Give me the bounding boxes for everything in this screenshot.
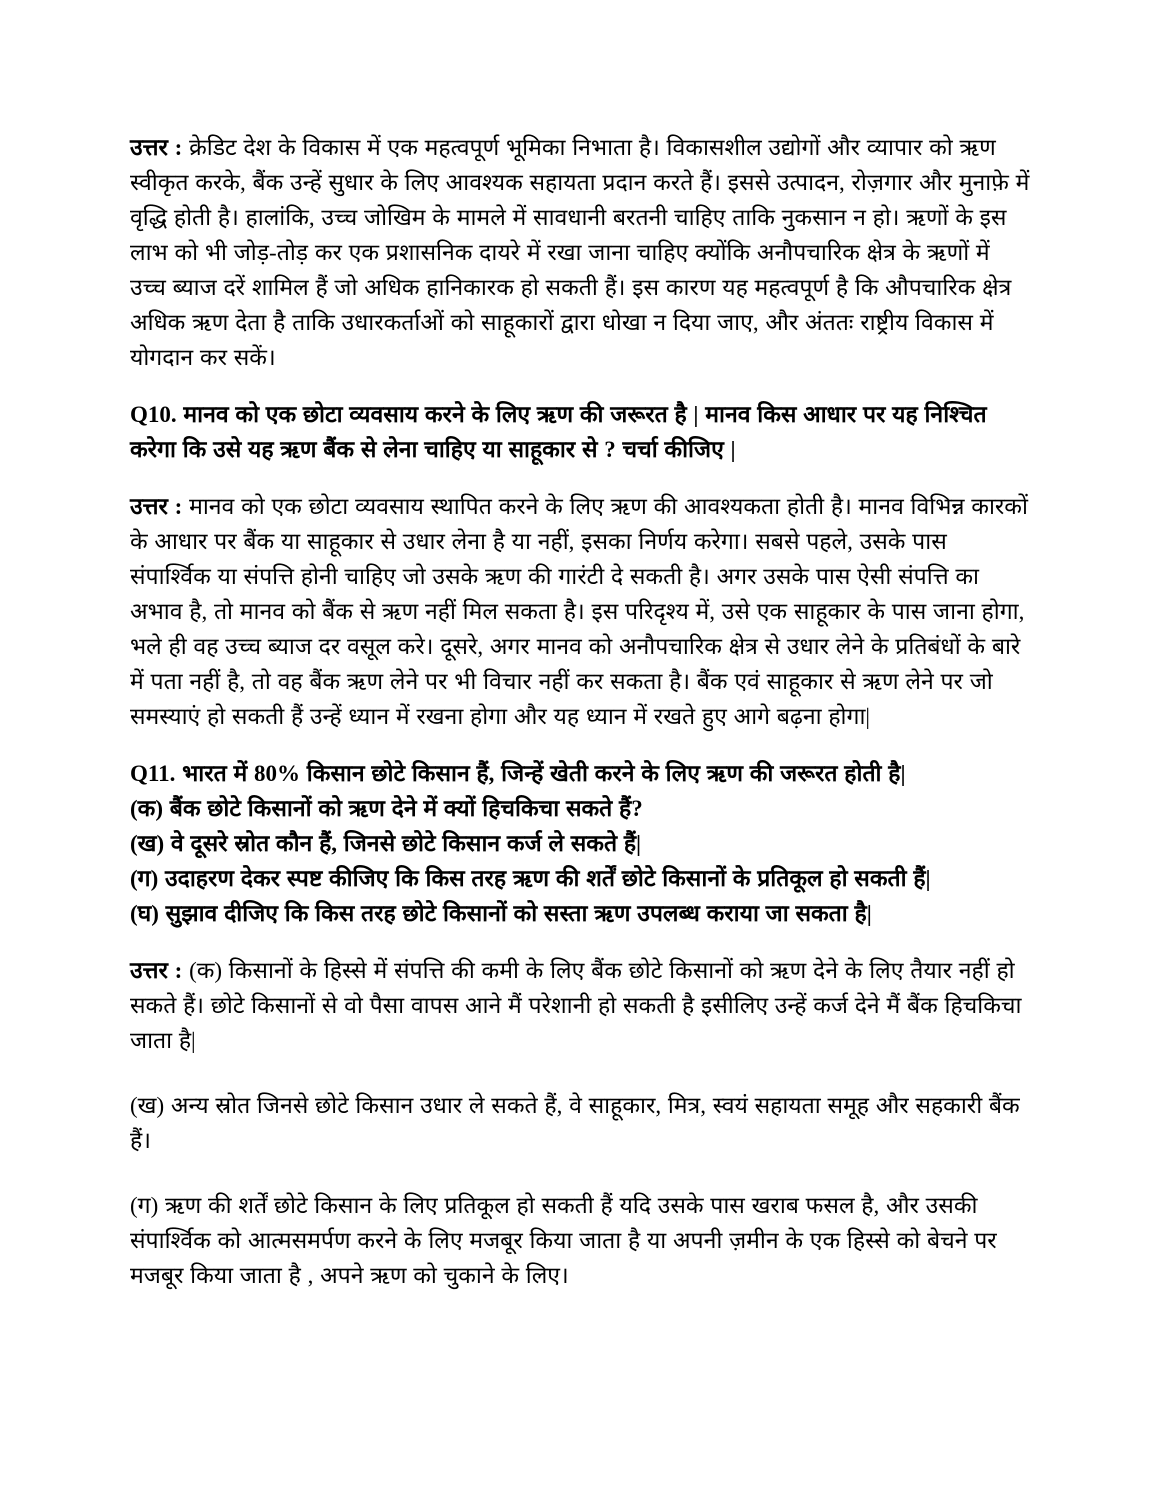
question-q10: Q10. मानव को एक छोटा व्यवसाय करने के लिए ऋण की जरूरत है | मानव किस आधार पर यह निश्चित करेगा कि उसे यह ऋण बैंक से लेना चाहिए या साहूकार से ? चर्चा कीजिए |: [130, 402, 987, 462]
answer-prefix: उत्तर :: [130, 958, 183, 983]
question-q11-main: Q11. भारत में 80% किसान छोटे किसान हैं, जिन्हें खेती करने के लिए ऋण की जरूरत होती है|: [130, 761, 906, 786]
question-q11-sub-ka: (क) बैंक छोटे किसानों को ऋण देने में क्यों हिचकिचा सकते हैं?: [130, 796, 643, 821]
answer-paragraph-credit-role: [130, 130, 1031, 375]
answer-paragraph-q11-kha: (ख) अन्य स्रोत जिनसे छोटे किसान उधार ले सकते हैं, वे साहूकार, मित्र, स्वयं सहायता समूह और सहकारी बैंक हैं।: [130, 1093, 1020, 1153]
question-q11: [130, 756, 1031, 931]
question-q11-sub-kha: (ख) वे दूसरे स्रोत कौन हैं, जिनसे छोटे किसान कर्ज ले सकते हैं|: [130, 831, 642, 856]
answer-text: क्रेडिट देश के विकास में एक महत्वपूर्ण भूमिका निभाता है। विकासशील उद्योगों और व्यापार को ऋण स्वीकृत करके, बैंक उन्हें सुधार के लिए आवश्यक सहायता प्रदान करते हैं। इससे उत्पादन, रोज़गार और मुनाफ़े में वृद्धि होती है। हालांकि, उच्च जोखिम के मामले में सावधानी बरतनी चाहिए ताकि नुकसान न हो। ऋणों के इस लाभ को भी जोड़-तोड़ कर एक प्रशासनिक दायरे में रखा जाना चाहिए क्योंकि अनौपचारिक क्षेत्र के ऋणों में उच्च ब्याज दरें शामिल हैं जो अधिक हानिकारक हो सकती हैं। इस कारण यह महत्वपूर्ण है कि औपचारिक क्षेत्र अधिक ऋण देता है ताकि उधारकर्ताओं को साहूकारों द्वारा धोखा न दिया जाए, और अंततः राष्ट्रीय विकास में योगदान कर सकें।: [130, 135, 1030, 370]
answer-paragraph-q11-ka: [130, 953, 1031, 1058]
answer-paragraph-q11-ga: (ग) ऋण की शर्तें छोटे किसान के लिए प्रतिकूल हो सकती हैं यदि उसके पास खराब फसल है, और उसकी संपार्श्विक को आत्मसमर्पण करने के लिए मजबूर किया जाता है या अपनी ज़मीन के एक हिस्से को बेचने पर मजबूर किया जाता है , अपने ऋण को चुकाने के लिए।: [130, 1193, 997, 1288]
answer-paragraph-q10: [130, 489, 1031, 734]
answer-text: (क) किसानों के हिस्से में संपत्ति की कमी के लिए बैंक छोटे किसानों को ऋण देने के लिए तैयार नहीं हो सकते हैं। छोटे किसानों से वो पैसा वापस आने मैं परेशानी हो सकती है इसीलिए उन्हें कर्ज देने मैं बैंक हिचकिचा जाता है|: [130, 958, 1022, 1053]
answer-prefix: उत्तर :: [130, 135, 183, 160]
question-q11-sub-gha: (घ) सुझाव दीजिए कि किस तरह छोटे किसानों को सस्ता ऋण उपलब्ध कराया जा सकता है|: [130, 901, 872, 926]
answer-prefix: उत्तर :: [130, 494, 183, 519]
question-q11-sub-ga: (ग) उदाहरण देकर स्पष्ट कीजिए कि किस तरह ऋण की शर्तें छोटे किसानों के प्रतिकूल हो सकती हैं|: [130, 866, 931, 891]
answer-text: मानव को एक छोटा व्यवसाय स्थापित करने के लिए ऋण की आवश्यकता होती है। मानव विभिन्न कारकों के आधार पर बैंक या साहूकार से उधार लेना है या नहीं, इसका निर्णय करेगा। सबसे पहले, उसके पास संपार्श्विक या संपत्ति होनी चाहिए जो उसके ऋण की गारंटी दे सकती है। अगर उसके पास ऐसी संपत्ति का अभाव है, तो मानव को बैंक से ऋण नहीं मिल सकता है। इस परिदृश्य में, उसे एक साहूकार के पास जाना होगा, भले ही वह उच्च ब्याज दर वसूल करे। दूसरे, अगर मानव को अनौपचारिक क्षेत्र से उधार लेने के प्रतिबंधों के बारे में पता नहीं है, तो वह बैंक ऋण लेने पर भी विचार नहीं कर सकता है। बैंक एवं साहूकार से ऋण लेने पर जो समस्याएं हो सकती हैं उन्हें ध्यान में रखना होगा और यह ध्यान में रखते हुए आगे बढ़ना होगा|: [130, 494, 1028, 729]
